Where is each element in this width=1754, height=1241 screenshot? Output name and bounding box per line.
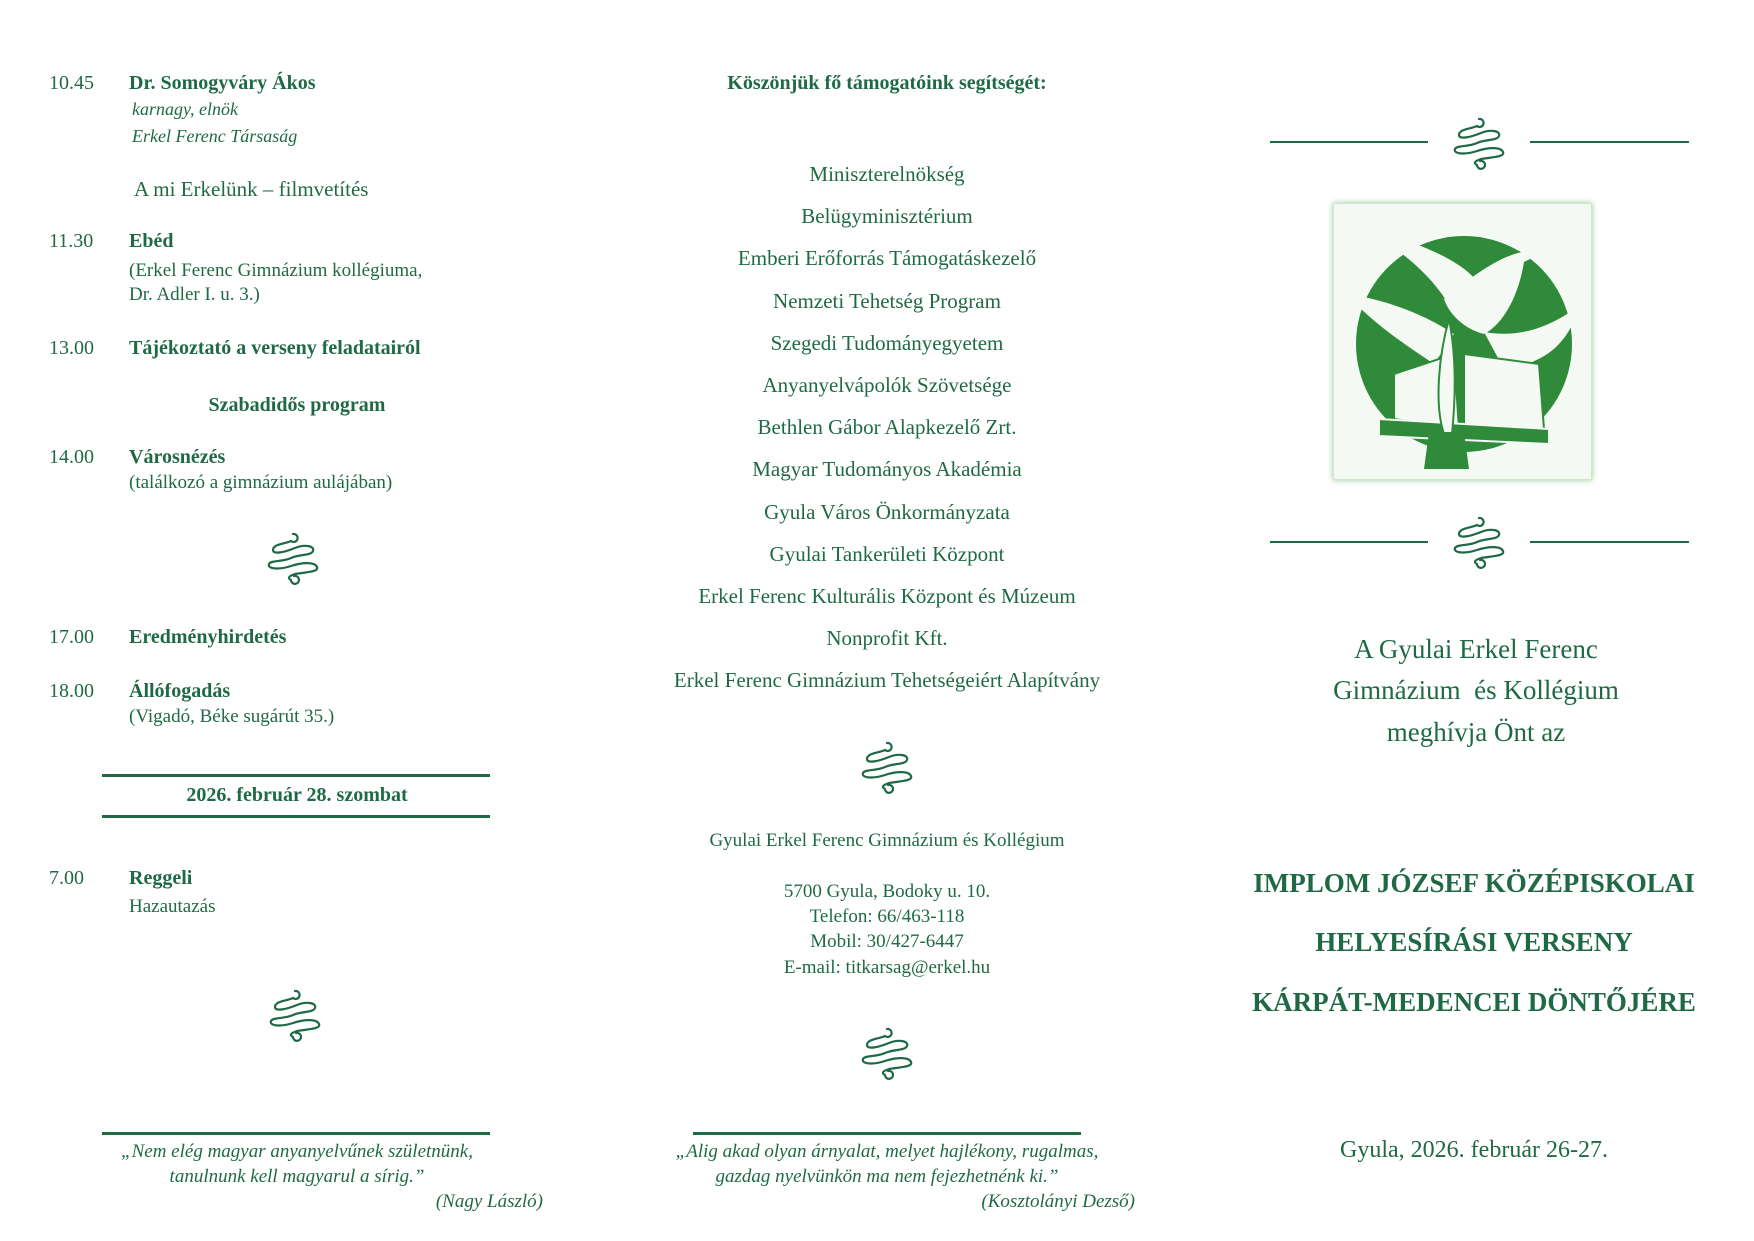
schedule-detail: (Vigadó, Béke sugárút 35.) xyxy=(129,706,335,727)
schedule-detail: (találkozó a gimnázium aulájában) xyxy=(129,472,393,493)
divider xyxy=(102,1132,490,1135)
sponsor-item: Magyar Tudományos Akadémia xyxy=(752,457,1022,482)
invite-line: A Gyulai Erkel Ferenc xyxy=(1354,634,1598,664)
schedule-time: 11.30 xyxy=(49,230,94,252)
sponsor-item: Gyulai Tankerületi Központ xyxy=(769,541,1005,566)
schedule-time: 10.45 xyxy=(49,72,94,94)
mobile: Mobil: 30/427-6447 xyxy=(810,931,964,952)
sponsors-heading: Köszönjük fő támogatóink segítségét: xyxy=(727,72,1047,94)
invite-line: meghívja Önt az xyxy=(1386,717,1566,747)
schedule-title: Dr. Somogyváry Ákos xyxy=(129,72,316,94)
schedule-title: Tájékoztató a verseny feladatairól xyxy=(129,337,421,359)
quote-author: (Kosztolányi Dezső) xyxy=(981,1191,1135,1212)
schedule-time: 7.00 xyxy=(49,867,84,889)
schedule-title: Eredményhirdetés xyxy=(129,626,287,648)
divider xyxy=(1530,541,1689,543)
schedule-detail: Hazautazás xyxy=(129,896,216,917)
quote-line: tanulnunk kell magyarul a sírig.” xyxy=(169,1166,425,1187)
ornament-swirl-icon xyxy=(857,1025,917,1081)
school-logo xyxy=(1333,203,1592,480)
schedule-time: 17.00 xyxy=(49,626,94,648)
divider xyxy=(102,774,490,777)
divider xyxy=(1270,541,1428,543)
schedule-time: 14.00 xyxy=(49,446,94,468)
quote-line: gazdag nyelvünkön ma nem fejezhetnénk ki.” xyxy=(715,1166,1059,1187)
divider xyxy=(1530,141,1689,143)
invite-line: Gimnázium és Kollégium xyxy=(1333,675,1619,705)
speaker-role: karnagy, elnök xyxy=(132,99,238,119)
phone: Telefon: 66/463-118 xyxy=(809,906,965,927)
schedule-time: 18.00 xyxy=(49,680,94,702)
sponsor-item: Nonprofit Kft. xyxy=(826,626,948,651)
speaker-org: Erkel Ferenc Társaság xyxy=(132,126,298,146)
place-date: Gyula, 2026. február 26-27. xyxy=(1340,1137,1608,1163)
sponsor-item: Erkel Ferenc Kulturális Központ és Múzeum xyxy=(698,584,1076,608)
event-title-line: KÁRPÁT-MEDENCEI DÖNTŐJÉRE xyxy=(1252,987,1696,1017)
ornament-swirl-icon xyxy=(857,739,917,795)
day-heading: 2026. február 28. szombat xyxy=(186,784,408,806)
event-title-line: IMPLOM JÓZSEF KÖZÉPISKOLAI xyxy=(1253,868,1695,898)
sponsor-item: Anyanyelvápolók Szövetsége xyxy=(762,373,1012,397)
quote-line: „Alig akad olyan árnyalat, melyet hajlékony, rugalmas, xyxy=(675,1141,1099,1162)
sponsor-item: Szegedi Tudományegyetem xyxy=(770,330,1004,355)
schedule-detail: Dr. Adler I. u. 3.) xyxy=(129,284,260,305)
email-link[interactable]: E-mail: titkarsag@erkel.hu xyxy=(783,957,991,978)
sponsor-item: Bethlen Gábor Alapkezelő Zrt. xyxy=(757,415,1017,440)
divider xyxy=(693,1132,1081,1135)
address: 5700 Gyula, Bodoky u. 10. xyxy=(783,881,991,902)
school-name: Gyulai Erkel Ferenc Gimnázium és Kollégium xyxy=(709,830,1065,851)
sponsor-item: Erkel Ferenc Gimnázium Tehetségeiért Alapítvány xyxy=(673,668,1101,693)
schedule-detail: (Erkel Ferenc Gimnázium kollégiuma, xyxy=(129,260,423,281)
ornament-swirl-icon xyxy=(265,987,325,1043)
schedule-time: 13.00 xyxy=(49,337,94,359)
ornament-swirl-icon xyxy=(1449,514,1509,570)
dove-book-logo-icon xyxy=(1334,204,1591,479)
quote-author: (Nagy László) xyxy=(435,1191,543,1212)
sponsor-item: Belügyminisztérium xyxy=(801,204,973,229)
schedule-title: Reggeli xyxy=(129,867,193,889)
schedule-title: Állófogadás xyxy=(129,680,231,702)
sponsor-item: Gyula Város Önkormányzata xyxy=(764,499,1010,524)
schedule-extra: A mi Erkelünk – filmvetítés xyxy=(134,177,369,201)
ornament-swirl-icon xyxy=(1449,115,1509,171)
schedule-title: Ebéd xyxy=(129,230,174,252)
schedule-title: Városnézés xyxy=(129,446,226,468)
section-heading: Szabadidős program xyxy=(208,394,386,416)
event-title-line: HELYESÍRÁSI VERSENY xyxy=(1315,927,1633,957)
quote-line: „Nem elég magyar anyanyelvűnek születnünk, xyxy=(121,1141,473,1162)
sponsor-item: Miniszterelnökség xyxy=(809,162,965,186)
sponsor-item: Emberi Erőforrás Támogatáskezelő xyxy=(737,246,1037,271)
divider xyxy=(102,815,490,818)
ornament-swirl-icon xyxy=(263,530,323,586)
sponsor-item: Nemzeti Tehetség Program xyxy=(773,288,1001,313)
divider xyxy=(1270,141,1428,143)
